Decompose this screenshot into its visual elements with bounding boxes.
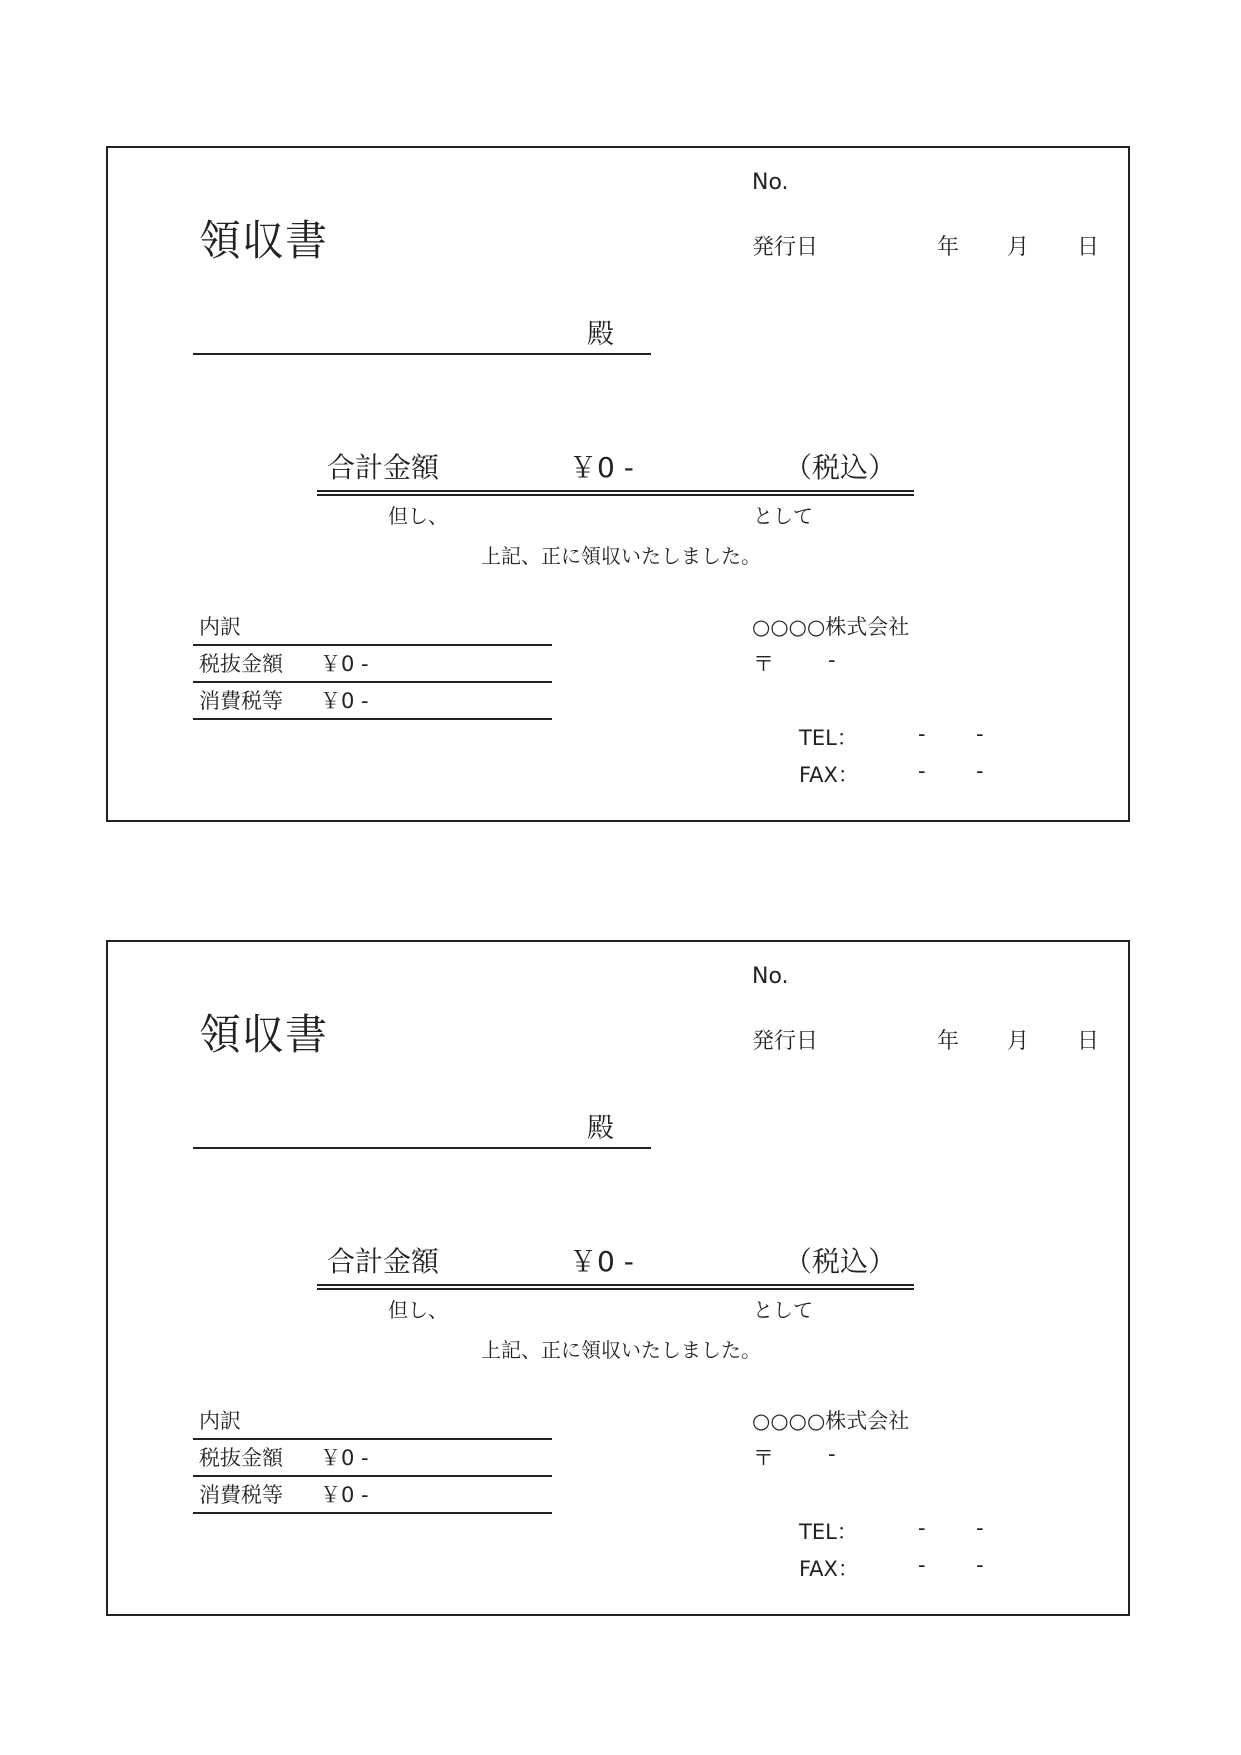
- purpose-prefix: 但し、: [388, 1298, 448, 1322]
- fax-label: FAX：: [799, 1557, 859, 1581]
- purpose-prefix: 但し、: [388, 504, 448, 528]
- pre-tax-amount-label: 税抜金額: [199, 652, 283, 676]
- total-amount-value: ￥0 -: [569, 1245, 634, 1278]
- total-amount-label: 合計金額: [327, 1245, 440, 1278]
- fax-separator: -: [976, 759, 984, 783]
- addressee-suffix: 殿: [587, 319, 614, 350]
- breakdown-divider: [193, 1475, 552, 1477]
- month-label: 月: [1007, 235, 1030, 260]
- tel-label: TEL：: [799, 726, 858, 750]
- consumption-tax-value: ￥0 -: [320, 1483, 369, 1507]
- company-name: ○○○○株式会社: [752, 615, 910, 639]
- breakdown-heading: 内訳: [199, 615, 241, 639]
- consumption-tax-label: 消費税等: [199, 689, 283, 713]
- year-label: 年: [937, 235, 960, 260]
- receipt-number-label: No.: [752, 964, 789, 989]
- fax-separator: -: [918, 759, 926, 783]
- breakdown-divider: [193, 1438, 552, 1440]
- received-statement: 上記、正に領収いたしました。: [481, 1338, 761, 1362]
- tel-label: TEL：: [799, 1520, 858, 1544]
- breakdown-divider: [193, 644, 552, 646]
- total-amount-value: ￥0 -: [569, 451, 634, 484]
- consumption-tax-label: 消費税等: [199, 1483, 283, 1507]
- pre-tax-amount-value: ￥0 -: [320, 652, 369, 676]
- consumption-tax-value: ￥0 -: [320, 689, 369, 713]
- fax-separator: -: [976, 1553, 984, 1577]
- addressee-underline: [193, 353, 651, 355]
- company-name: ○○○○株式会社: [752, 1409, 910, 1433]
- month-label: 月: [1007, 1029, 1030, 1054]
- total-double-underline: [317, 1284, 914, 1290]
- postal-mark: 〒: [753, 652, 774, 676]
- issue-date-label: 発行日: [752, 1029, 819, 1054]
- receipt-2: [106, 940, 1130, 1616]
- tel-separator: -: [976, 722, 984, 746]
- purpose-suffix: として: [753, 1298, 813, 1322]
- breakdown-divider: [193, 681, 552, 683]
- postal-code-separator: -: [828, 1442, 836, 1466]
- year-label: 年: [937, 1029, 960, 1054]
- addressee-suffix: 殿: [587, 1113, 614, 1144]
- purpose-suffix: として: [753, 504, 813, 528]
- postal-mark: 〒: [753, 1446, 774, 1470]
- breakdown-divider: [193, 1512, 552, 1514]
- received-statement: 上記、正に領収いたしました。: [481, 544, 761, 568]
- pre-tax-amount-value: ￥0 -: [320, 1446, 369, 1470]
- breakdown-heading: 内訳: [199, 1409, 241, 1433]
- postal-code-separator: -: [828, 648, 836, 672]
- tel-separator: -: [918, 722, 926, 746]
- addressee-underline: [193, 1147, 651, 1149]
- day-label: 日: [1077, 1029, 1100, 1054]
- receipt-number-label: No.: [752, 170, 789, 195]
- total-double-underline: [317, 490, 914, 496]
- fax-label: FAX：: [799, 763, 859, 787]
- fax-separator: -: [918, 1553, 926, 1577]
- receipt-title: 領収書: [199, 216, 329, 265]
- issue-date-label: 発行日: [752, 235, 819, 260]
- total-amount-label: 合計金額: [327, 451, 440, 484]
- breakdown-divider: [193, 718, 552, 720]
- tel-separator: -: [918, 1516, 926, 1540]
- receipt-title: 領収書: [199, 1010, 329, 1059]
- receipt-1: [106, 146, 1130, 822]
- tel-separator: -: [976, 1516, 984, 1540]
- tax-included-label: （税込）: [784, 451, 897, 484]
- pre-tax-amount-label: 税抜金額: [199, 1446, 283, 1470]
- tax-included-label: （税込）: [784, 1245, 897, 1278]
- day-label: 日: [1077, 235, 1100, 260]
